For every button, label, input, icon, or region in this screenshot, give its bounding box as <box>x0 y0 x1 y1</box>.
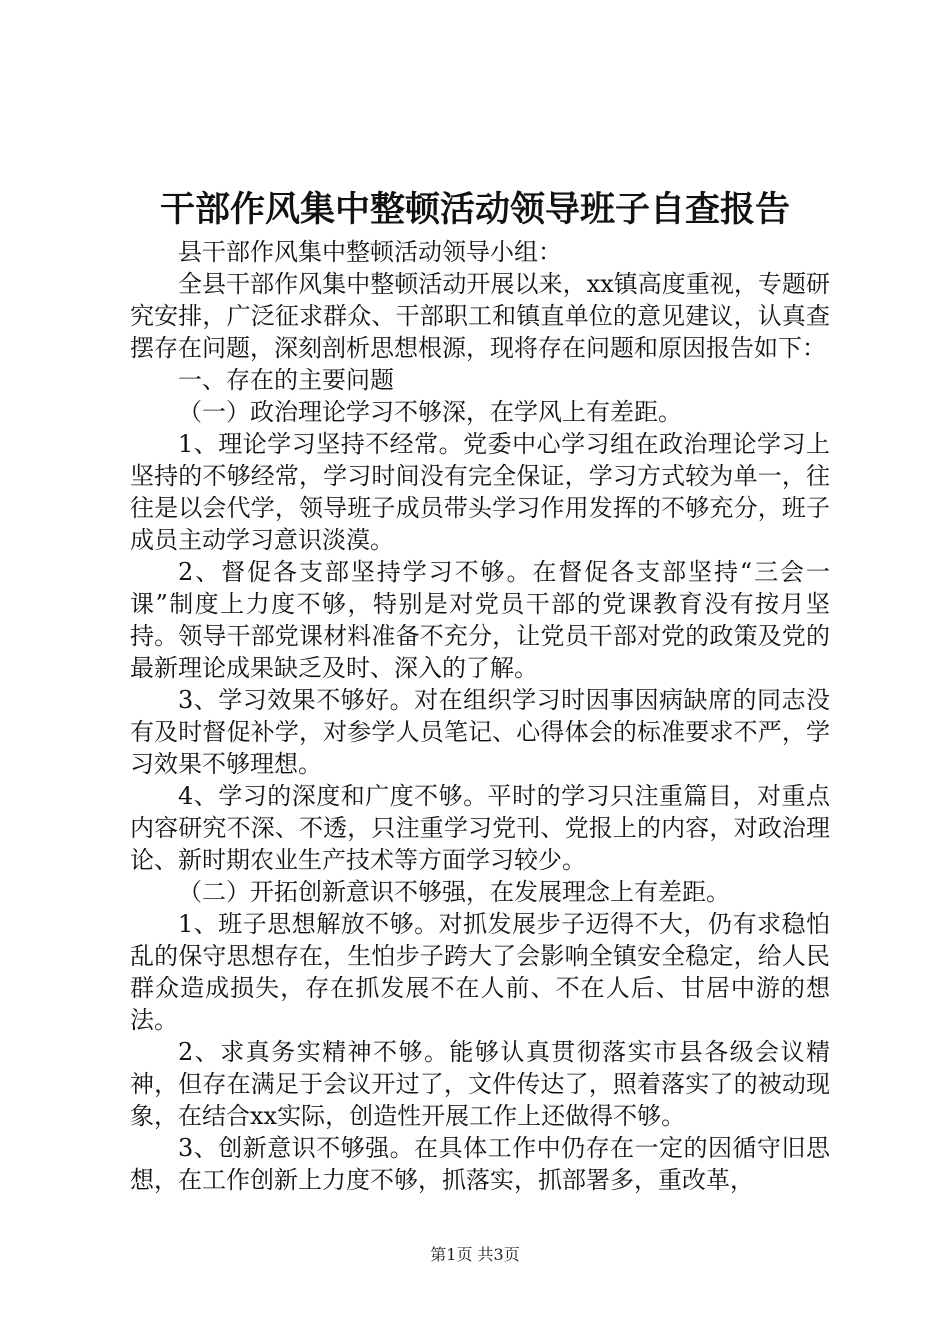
paragraph-intro: 全县干部作风集中整顿活动开展以来，xx镇高度重视，专题研究安排，广泛征求群众、干部职工和镇直单位的意见建议，认真查摆存在问题，深刻剖析思想根源，现将存在问题和原因报告如下： <box>130 270 830 362</box>
section-heading-main-problems: 一、存在的主要问题 <box>178 366 394 394</box>
paragraph-item-1-1: 1、理论学习坚持不经常。党委中心学习组在政治理论学习上坚持的不够经常，学习时间没有完全保证，学习方式较为单一，往往是以会代学，领导班子成员带头学习作用发挥的不够充分，班子成员主动学习意识淡漠。 <box>130 430 830 554</box>
document-title: 干部作风集中整顿活动领导班子自查报告 <box>159 189 790 230</box>
page-number-footer: 第1页 共3页 <box>430 1245 520 1264</box>
paragraph-item-2-2: 2、求真务实精神不够。能够认真贯彻落实市县各级会议精神，但存在满足于会议开过了，文件传达了，照着落实了的被动现象，在结合xx实际，创造性开展工作上还做得不够。 <box>130 1038 830 1130</box>
paragraph-item-2-1: 1、班子思想解放不够。对抓发展步子迈得不大，仍有求稳怕乱的保守思想存在，生怕步子跨大了会影响全镇安全稳定，给人民群众造成损失，存在抓发展不在人前、不在人后、甘居中游的想法。 <box>130 910 830 1034</box>
subsection-heading-1: （一）政治理论学习不够深，在学风上有差距。 <box>178 398 682 426</box>
paragraph-item-1-4: 4、学习的深度和广度不够。平时的学习只注重篇目，对重点内容研究不深、不透，只注重学习党刊、党报上的内容，对政治理论、新时期农业生产技术等方面学习较少。 <box>130 782 830 874</box>
subsection-heading-2: （二）开拓创新意识不够强，在发展理念上有差距。 <box>178 878 730 906</box>
document-body <box>130 236 830 1196</box>
paragraph-item-1-3: 3、学习效果不够好。对在组织学习时因事因病缺席的同志没有及时督促补学，对参学人员笔记、心得体会的标准要求不严，学习效果不够理想。 <box>130 686 830 778</box>
salutation: 县干部作风集中整顿活动领导小组： <box>178 238 562 266</box>
paragraph-item-2-3: 3、创新意识不够强。在具体工作中仍存在一定的因循守旧思想，在工作创新上力度不够，抓落实，抓部署多，重改革， <box>130 1134 830 1194</box>
paragraph-item-1-2: 2、督促各支部坚持学习不够。在督促各支部坚持“三会一课”制度上力度不够，特别是对党员干部的党课教育没有按月坚持。领导干部党课材料准备不充分，让党员干部对党的政策及党的最新理论成果缺乏及时、深入的了解。 <box>130 558 830 682</box>
